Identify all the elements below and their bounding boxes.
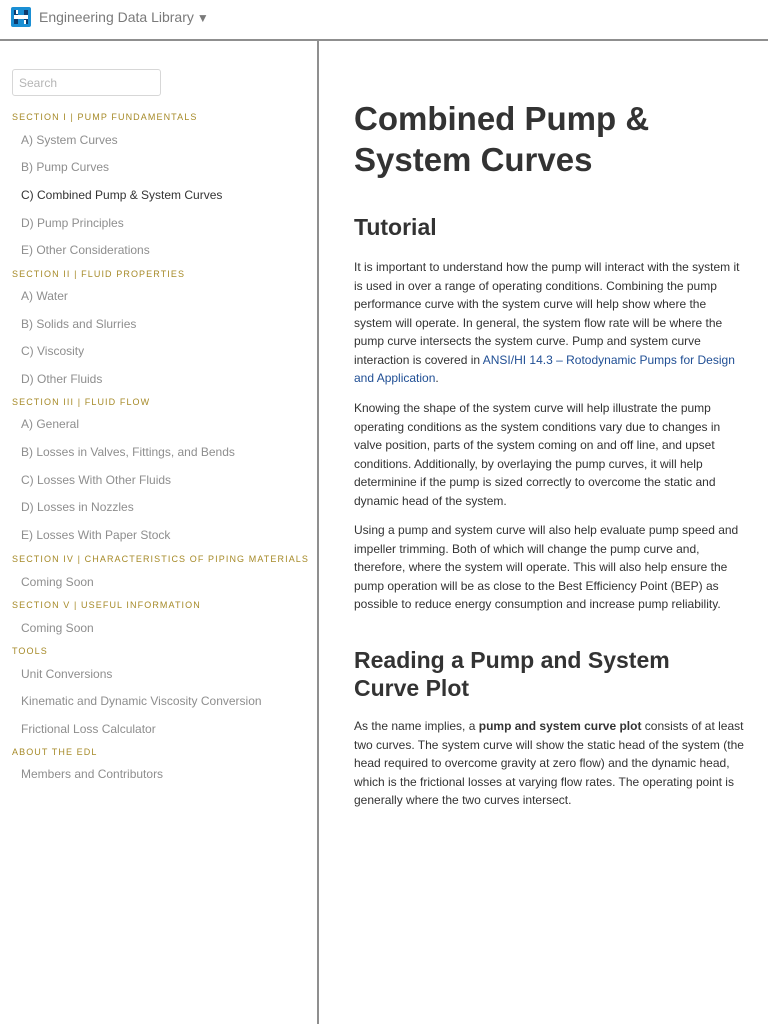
sidebar-item-losses-other-fluids[interactable]: C) Losses With Other Fluids [21,473,172,487]
top-bar [0,0,768,41]
section-heading-tools: TOOLS [12,646,48,656]
sidebar-item-members-contributors[interactable]: Members and Contributors [21,767,164,781]
sidebar-item-combined-pump-system-curves[interactable]: C) Combined Pump & System Curves [21,188,223,202]
sidebar-item-losses-valves-fittings-bends[interactable]: B) Losses in Valves, Fittings, and Bends [21,445,235,459]
sidebar-item-coming-soon-useful[interactable]: Coming Soon [21,621,94,635]
sidebar-item-viscosity-conversion[interactable]: Kinematic and Dynamic Viscosity Conversion [21,694,262,708]
hydraulic-institute-logo-icon[interactable] [11,7,31,27]
sidebar-item-water[interactable]: A) Water [21,289,68,303]
section-heading-fluid-properties: SECTION II | FLUID PROPERTIES [12,269,186,279]
paragraph-reading-bold: pump and system curve plot [478,719,642,733]
sidebar-item-other-considerations[interactable]: E) Other Considerations [21,243,150,257]
paragraph-reading-start: As the name implies, a [354,719,479,733]
sidebar-item-coming-soon-piping[interactable]: Coming Soon [21,575,94,589]
sidebar-item-general[interactable]: A) General [21,417,80,431]
sidebar-item-other-fluids[interactable]: D) Other Fluids [21,372,103,386]
tutorial-heading: Tutorial [354,214,437,240]
paragraph-system-curve-shape: Knowing the shape of the system curve will help illustrate the pump operating conditions as the system conditions vary due to changes in valve position, parts of the system coming on and off line, and upset conditions. Additionally, by overlaying the pump curves, it will help determinine if the pump is sized correctly to overcome the static and dynamic head of the system. [354,401,721,508]
section-heading-about-edl: ABOUT THE EDL [12,747,98,757]
page-title-line1: Combined Pump & [354,100,650,137]
reading-plot-heading [354,646,746,702]
search-input[interactable] [12,69,161,96]
section-heading-useful-information: SECTION V | USEFUL INFORMATION [12,600,201,610]
sidebar-item-system-curves[interactable]: A) System Curves [21,133,118,147]
page-title-line2: System Curves [354,141,593,178]
caret-down-icon: ▼ [196,11,209,25]
ansi-hi-14-3-link[interactable]: ANSI/HI 14.3 – Rotodynamic Pumps for Design and Application [354,352,735,385]
sidebar-item-viscosity[interactable]: C) Viscosity [21,344,85,358]
paragraph-reading-end: consists of at least two curves. The system curve will show the static head of the system (the head required to overcome gravity at zero flow) and the dynamic head, which is the frictional losses at varying flow rates. The operating point is generally where the two curves intersect. [354,719,744,807]
reading-heading-line2: Curve Plot [354,675,470,701]
sidebar-item-losses-in-nozzles[interactable]: D) Losses in Nozzles [21,500,134,514]
section-heading-pump-fundamentals: SECTION I | PUMP FUNDAMENTALS [12,112,198,122]
paragraph-intro [354,258,746,388]
reading-heading-line1: Reading a Pump and System [354,647,670,673]
sidebar-item-losses-paper-stock[interactable]: E) Losses With Paper Stock [21,528,171,542]
sidebar-item-pump-principles[interactable]: D) Pump Principles [21,216,124,230]
section-heading-piping-materials: SECTION IV | CHARACTERISTICS OF PIPING MATERIALS [12,554,310,564]
paragraph-reading-plot [354,717,746,810]
paragraph-intro-end: . [435,371,439,385]
library-selector-dropdown[interactable] [39,9,209,25]
section-heading-fluid-flow: SECTION III | FLUID FLOW [12,397,151,407]
sidebar-nav [0,41,319,1024]
sidebar-item-unit-conversions[interactable]: Unit Conversions [21,667,113,681]
sidebar-item-pump-curves[interactable]: B) Pump Curves [21,160,110,174]
sidebar-item-solids-and-slurries[interactable]: B) Solids and Slurries [21,317,137,331]
page-title [354,98,746,180]
sidebar-item-frictional-loss-calculator[interactable]: Frictional Loss Calculator [21,722,156,736]
app-title-label: Engineering Data Library [39,9,194,25]
paragraph-intro-text: It is important to understand how the pump will interact with the system it is used in over a range of operating conditions. Combining the pump performance curve with the system curve will help show where the system will operate. In general, the system flow rate will be where the pump curve intersects the system curve. Pump and system curve interaction is covered in [354,260,740,367]
paragraph-pump-speed: Using a pump and system curve will also help evaluate pump speed and impeller trimming. Both of which will change the pump curve and, therefore, where the system will operate. This will also help ensure the pump operation will be as close to the Best Efficiency Point (BEP) as possible to reduce energy consumption and increase pump reliability. [354,523,739,611]
